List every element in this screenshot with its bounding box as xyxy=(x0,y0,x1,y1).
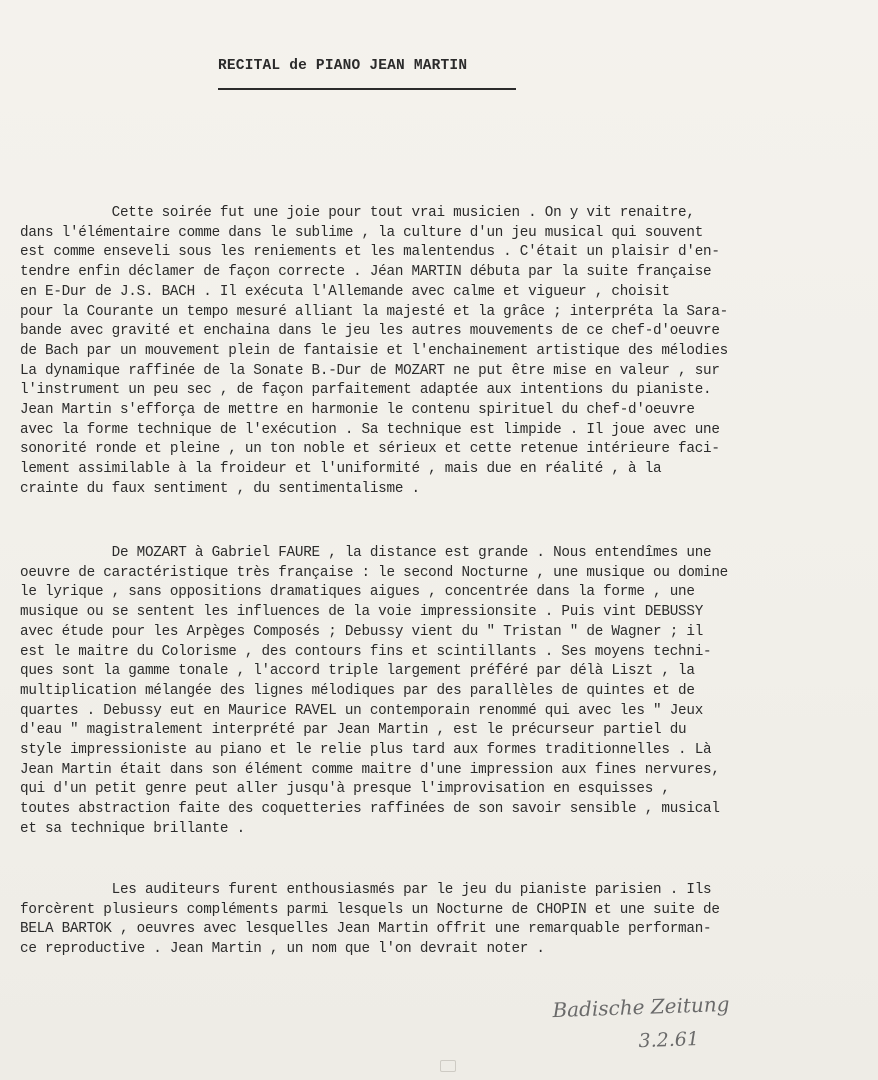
paragraph-line: quartes . Debussy eut en Maurice RAVEL un contemporain renommé qui avec les " Jeux xyxy=(20,702,704,719)
paragraph-line: qui d'un petit genre peut aller jusqu'à presque l'improvisation en esquisses , xyxy=(20,781,670,798)
paragraph-line: musique ou se sentent les influences de la voie impressionsite . Puis vint DEBUSSY xyxy=(20,604,704,621)
paragraph-line: avec étude pour les Arpèges Composés ; Debussy vient du " Tristan " de Wagner ; il xyxy=(20,623,704,640)
handwritten-source: Badische Zeitung xyxy=(552,991,730,1023)
paragraph-line: l'instrument un peu sec , de façon parfaitement adaptée aux intentions du pianiste. xyxy=(20,382,712,399)
paragraph-line: La dynamique raffinée de la Sonate B.-Dur de MOZART ne put être mise en valeur , sur xyxy=(20,362,720,379)
paragraph-line: de Bach par un mouvement plein de fantaisie et l'enchainement artistique des mélodies xyxy=(20,342,729,359)
paragraph-line: style impressioniste au piano et le relie plus tard aux formes traditionnelles . Là xyxy=(20,742,712,759)
paragraph-line: forcèrent plusieurs compléments parmi lesquels un Nocturne de CHOPIN et une suite de xyxy=(20,901,720,918)
paragraph-line: lement assimilable à la froideur et l'uniformité , mais due en réalité , à la xyxy=(20,461,662,478)
paragraph-line: crainte du faux sentiment , du sentimentalisme . xyxy=(20,480,420,497)
paragraph-line: en E-Dur de J.S. BACH . Il exécuta l'Allemande avec calme et vigueur , choisit xyxy=(20,283,670,300)
paragraph-line: toutes abstraction faite des coquetteries raffinées de son savoir sensible , musical xyxy=(20,801,720,818)
paragraph-line: est comme enseveli sous les reniements et les malentendus . C'était un plaisir d'en- xyxy=(20,244,720,261)
paragraph-line: ques sont la gamme tonale , l'accord triple largement préféré par délà Liszt , la xyxy=(20,663,695,680)
paragraph-line: oeuvre de caractéristique très française : le second Nocturne , une musique ou domine xyxy=(20,564,729,581)
paragraph-line: Jean Martin était dans son élément comme maitre d'une impression aux fines nervures, xyxy=(20,761,720,778)
handwritten-date: 3.2.61 xyxy=(638,1028,700,1053)
stamp-mark xyxy=(440,1060,456,1072)
paragraph-3 xyxy=(20,881,876,960)
paragraph-line: De MOZART à Gabriel FAURE , la distance est grande . Nous entendîmes une xyxy=(20,545,712,561)
paragraph-1 xyxy=(20,204,876,500)
handwritten-source-note xyxy=(552,987,731,1061)
paragraph-line: dans l'élémentaire comme dans le sublime , la culture d'un jeu musical qui souvent xyxy=(20,224,704,241)
paragraph-line: Les auditeurs furent enthousiasmés par le jeu du pianiste parisien . Ils xyxy=(20,882,712,898)
paragraph-line: ce reproductive . Jean Martin , un nom que l'on devrait noter . xyxy=(20,941,545,958)
document-title: RECITAL de PIANO JEAN MARTIN xyxy=(218,58,468,74)
paragraph-line: d'eau " magistralement interprété par Jean Martin , est le précurseur partiel du xyxy=(20,722,687,739)
paragraph-line: tendre enfin déclamer de façon correcte . Jéan MARTIN débuta par la suite française xyxy=(20,264,712,281)
paragraph-line: Cette soirée fut une joie pour tout vrai musicien . On y vit renaitre, xyxy=(20,205,695,221)
paragraph-line: est le maitre du Colorisme , des contours fins et scintillants . Ses moyens techni- xyxy=(20,643,712,660)
paragraph-line: pour la Courante un tempo mesuré alliant la majesté et la grâce ; interpréta la Sara- xyxy=(20,303,729,320)
paragraph-line: bande avec gravité et enchaina dans le jeu les autres mouvements de ce chef-d'oeuvre xyxy=(20,323,720,340)
paragraph-2 xyxy=(20,544,876,840)
paragraph-line: et sa technique brillante . xyxy=(20,820,245,837)
paragraph-line: Jean Martin s'efforça de mettre en harmonie le contenu spirituel du chef-d'oeuvre xyxy=(20,402,695,419)
paragraph-line: multiplication mélangée des lignes mélodiques par des parallèles de quintes et de xyxy=(20,682,695,699)
paragraph-line: le lyrique , sans oppositions dramatiques aigues , concentrée dans la forme , une xyxy=(20,584,695,601)
paragraph-line: avec la forme technique de l'exécution . Sa technique est limpide . Il joue avec une xyxy=(20,421,720,438)
title-underline xyxy=(218,88,516,90)
paragraph-line: sonorité ronde et pleine , un ton noble et sérieux et cette retenue intérieure faci- xyxy=(20,441,720,458)
paragraph-line: BELA BARTOK , oeuvres avec lesquelles Jean Martin offrit une remarquable performan- xyxy=(20,921,712,938)
